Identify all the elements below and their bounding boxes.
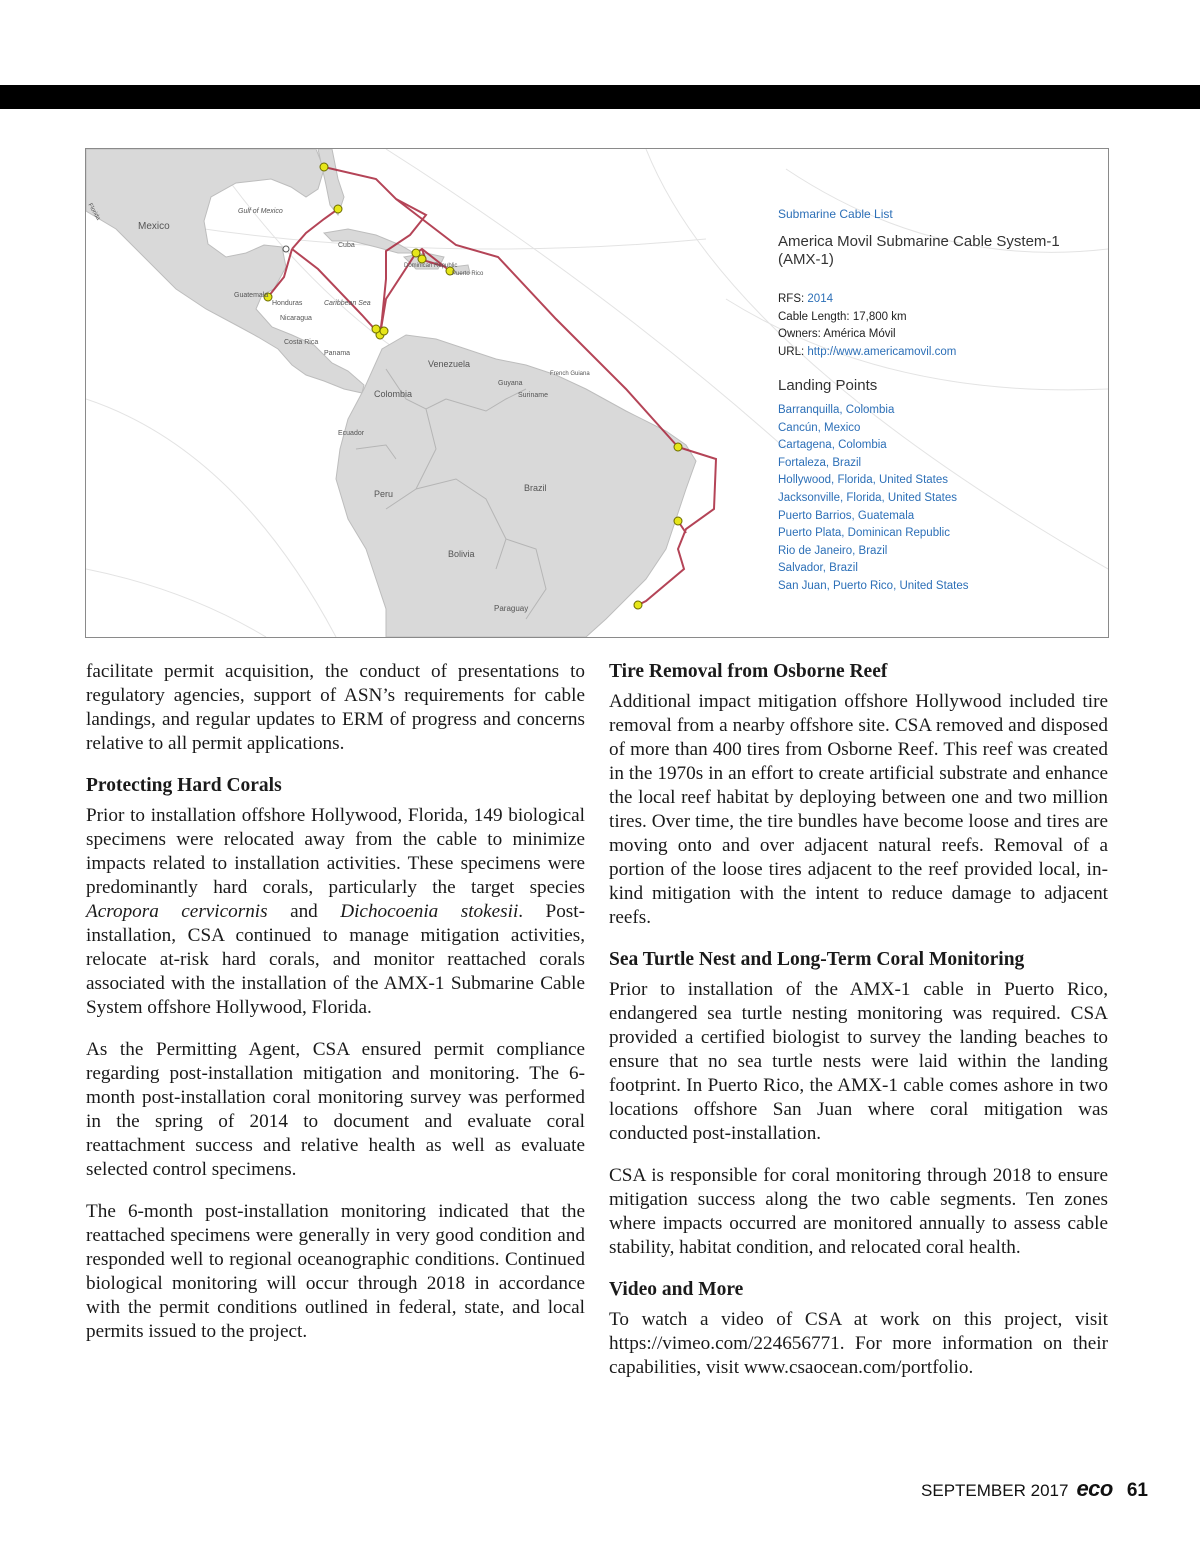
rfs-value[interactable]: 2014	[807, 293, 833, 305]
heading-tire-removal: Tire Removal from Osborne Reef	[609, 661, 888, 682]
issue-date: SEPTEMBER 2017	[921, 1481, 1069, 1500]
cable-name	[778, 233, 1098, 269]
url-label: URL:	[778, 345, 805, 358]
length-value: 17,800 km	[852, 310, 907, 323]
page-number: 61	[1126, 1480, 1148, 1501]
text-segment: Prior to installation offshore Hollywood, Florida, 149 biological specimens were relocated away from the cable to minimize impacts related to installation activities. These specimens were predominantly hard corals, particularly the target species	[86, 805, 585, 898]
landing-points-heading: Landing Points	[778, 377, 878, 394]
label-suriname: Suriname	[518, 392, 548, 399]
heading-sea-turtle: Sea Turtle Nest and Long-Term Coral Monitoring	[609, 949, 1025, 970]
label-florida-short: Florida	[86, 202, 101, 222]
label-peru: Peru	[374, 489, 394, 499]
label-paraguay: Paraguay	[494, 604, 529, 613]
owners-label: Owners:	[778, 328, 821, 340]
landing-point-link[interactable]: Rio de Janeiro, Brazil	[778, 544, 888, 557]
species-name: Dichocoenia stokesii	[340, 901, 519, 922]
paragraph-monitoring-results: The 6-month post-installation monitoring indicated that the reattached specimens were generally in very good condition and responded well to regional oceanographic conditions. Continued biological monitoring will occur through 2018 in accordance with the permit conditions outlined in federal, state, and local permits issued to the project.	[86, 1201, 585, 1342]
landing-points-list	[778, 402, 1098, 596]
label-colombia: Colombia	[374, 389, 413, 399]
paragraph-tire-removal: Additional impact mitigation offshore Hollywood included tire removal from a nearby offshore site. CSA removed and disposed of more than 400 tires from Osborne Reef. This reef was created in the 1970s in an effort to create artificial substrate and enhance the local reef habitat by deploying between one and two million tires. Over time, the tire bundles have become loose and tires are moving onto and over adjacent natural reefs. Removal of a portion of the loose tires adjacent to the reef provided local, in-kind mitigation with the intent to reduce damage to adjacent reefs.	[609, 691, 1108, 928]
label-mexico: Mexico	[138, 221, 170, 232]
landing-point-link[interactable]: Cartagena, Colombia	[778, 439, 887, 452]
landing-point-link[interactable]: Puerto Plata, Dominican Republic	[778, 527, 950, 540]
landing-point-link[interactable]: Barranquilla, Colombia	[778, 404, 895, 416]
header-black-bar	[0, 85, 1200, 109]
label-guyana: Guyana	[498, 380, 523, 387]
owners-value: América Móvil	[823, 328, 896, 340]
label-honduras: Honduras	[272, 300, 303, 307]
label-venezuela: Venezuela	[428, 359, 471, 369]
article-right-column	[609, 660, 1108, 1398]
paragraph-sea-turtle: Prior to installation of the AMX-1 cable in Puerto Rico, endangered sea turtle nesting monitoring was required. CSA provided a certified biologist to survey the landing beaches to ensure that no sea turtle nests were laid within the landing footprint. In Puerto Rico, the AMX-1 cable comes ashore in two locations offshore San Juan where coral mitigation was conducted post-installation.	[609, 979, 1108, 1144]
cable-info-panel	[778, 207, 1098, 596]
label-gulf: Gulf of Mexico	[238, 208, 283, 215]
cable-meta	[778, 291, 1098, 361]
landing-point-link[interactable]: Jacksonville, Florida, United States	[778, 491, 957, 504]
url-link[interactable]: http://www.americamovil.com	[807, 345, 957, 358]
paragraph-permitting-agent: As the Permitting Agent, CSA ensured permit compliance regarding post-installation mitigation and monitoring. The 6-month post-installation coral monitoring survey was performed in the spring of 2014 to document and evaluate coral reattachment success and relative health as well as evaluate selected control specimens.	[86, 1039, 585, 1180]
text-segment: . Post-installation, CSA continued to manage mitigation activities, relocate at-risk hard corals, and monitor reattached corals associated with the installation of the AMX-1 Submarine Cable System offshore Hollywood, Florida.	[86, 901, 585, 1018]
north-america-landmass	[86, 149, 364, 393]
submarine-cable-list-link[interactable]: Submarine Cable List	[778, 207, 893, 221]
label-dominican: Dominican Republic	[404, 263, 458, 269]
label-brazil: Brazil	[524, 483, 547, 493]
paragraph-hard-corals	[86, 804, 585, 1020]
text-segment: and	[267, 901, 341, 922]
cable-name-line2: (AMX-1)	[778, 251, 834, 268]
landing-point-link[interactable]: Fortaleza, Brazil	[778, 456, 862, 469]
landing-point-link[interactable]: San Juan, Puerto Rico, United States	[778, 579, 969, 592]
label-nicaragua: Nicaragua	[280, 315, 312, 322]
heading-video-and-more: Video and More	[609, 1279, 744, 1300]
label-guatemala: Guatemala	[234, 292, 269, 299]
cable-name-line1: America Movil Submarine Cable System-1	[778, 233, 1060, 250]
label-panama: Panama	[324, 350, 351, 357]
page-footer	[921, 1476, 1148, 1502]
rfs-label: RFS:	[778, 293, 805, 305]
junction-marker	[283, 246, 289, 252]
label-ecuador: Ecuador	[338, 430, 365, 437]
paragraph-video-links: To watch a video of CSA at work on this project, visit https://vimeo.com/224656771. For more information on their capabilities, visit www.csaocean.com/portfolio.	[609, 1309, 1108, 1378]
length-label: Cable Length:	[778, 310, 850, 323]
landing-point-link[interactable]: Salvador, Brazil	[778, 562, 858, 575]
heading-protecting-hard-corals: Protecting Hard Corals	[86, 775, 282, 796]
intro-paragraph: facilitate permit acquisition, the conduct of presentations to regulatory agencies, support of ASN’s requirements for cable landings, and regular updates to ERM of progress and concerns relative to all permit applications.	[86, 661, 585, 754]
landing-point-link[interactable]: Puerto Barrios, Guatemala	[778, 509, 915, 522]
magazine-brand: eco	[1076, 1476, 1113, 1501]
label-costa-rica: Costa Rica	[284, 339, 319, 346]
label-bolivia: Bolivia	[448, 549, 475, 559]
label-french-guiana: French Guiana	[550, 371, 590, 377]
landing-point-link[interactable]: Cancún, Mexico	[778, 421, 861, 434]
paragraph-coral-monitoring: CSA is responsible for coral monitoring through 2018 to ensure mitigation success along the two cable segments. Ten zones where impacts occurred are monitored annually to assess cable stability, habitat condition, and relocated coral health.	[609, 1165, 1108, 1258]
landing-point-link[interactable]: Hollywood, Florida, United States	[778, 474, 949, 487]
label-caribbean: Caribbean Sea	[324, 300, 371, 307]
article-left-column	[86, 660, 585, 1362]
label-cuba: Cuba	[338, 242, 355, 249]
species-name: Acropora cervicornis	[86, 901, 268, 922]
cable-map	[85, 148, 1109, 638]
label-puerto-rico: Puerto Rico	[452, 271, 484, 277]
